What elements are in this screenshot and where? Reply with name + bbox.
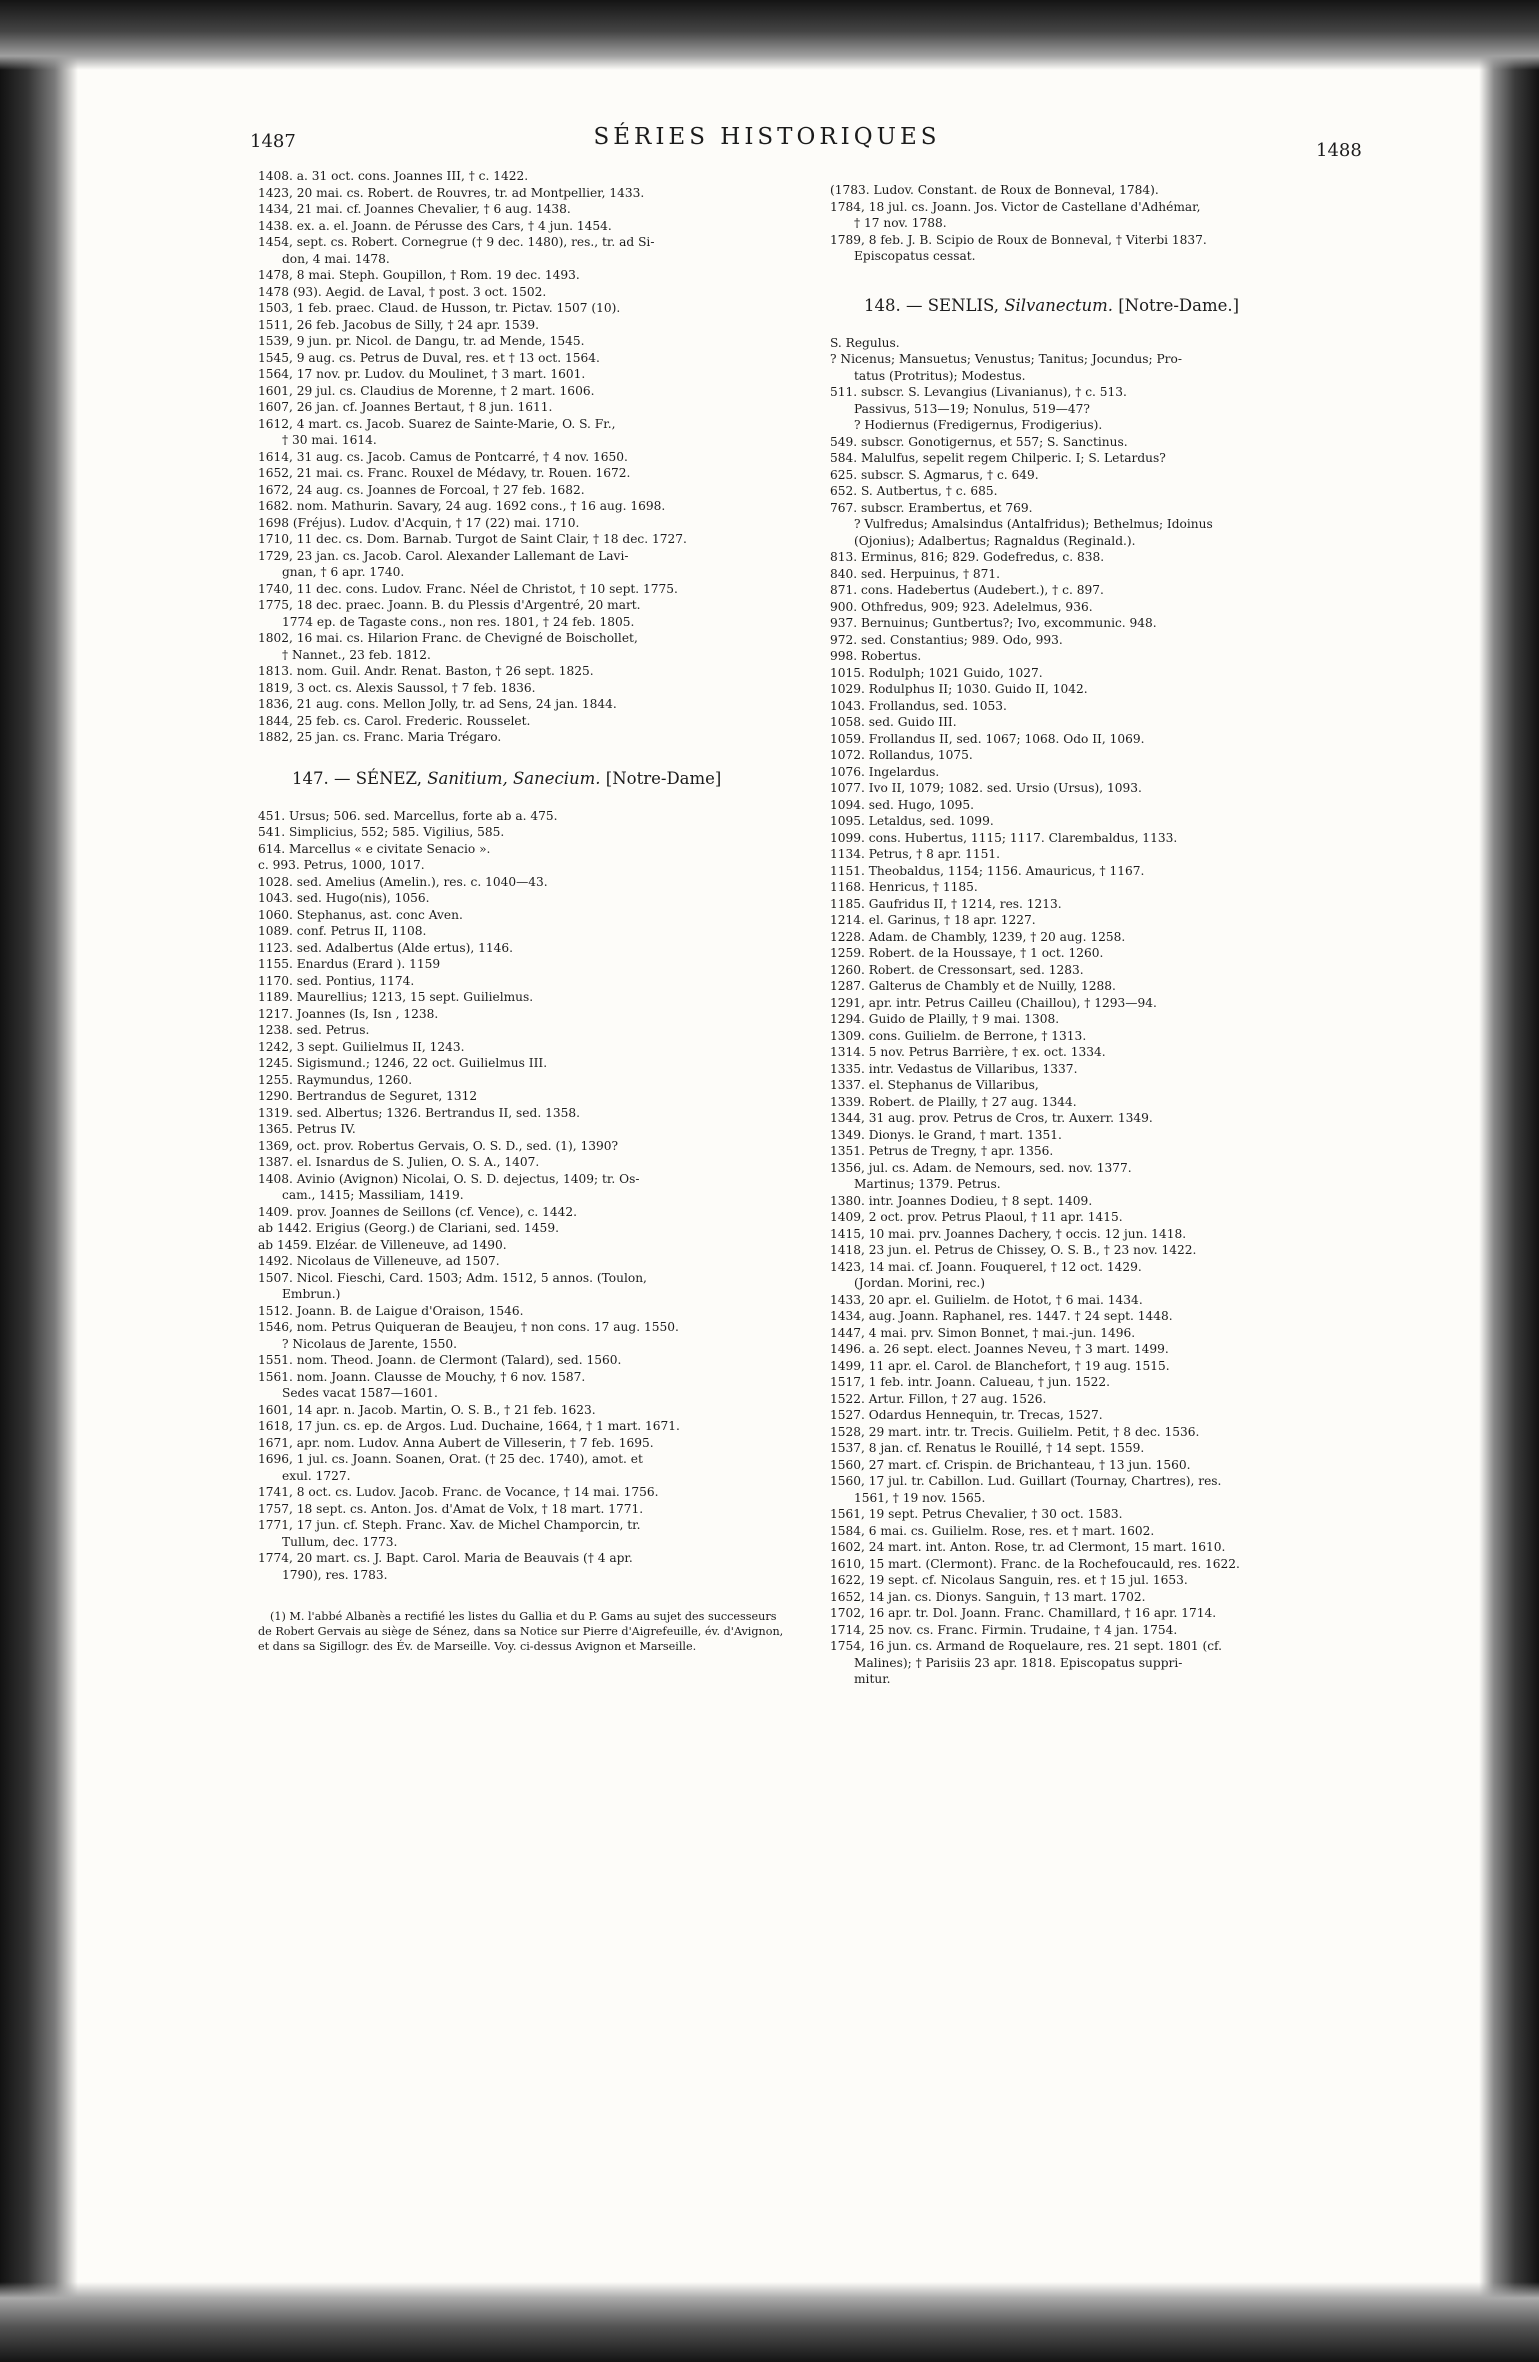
senlis-bishop-list xyxy=(830,335,1350,1688)
list-entry: 1527. Odardus Hennequin, tr. Trecas, 1527. xyxy=(830,1408,1103,1422)
list-entry: 840. sed. Herpuinus, † 871. xyxy=(830,566,1001,581)
list-entry: 1622, 19 sept. cf. Nicolaus Sanguin, res. et † 15 jul. 1653. xyxy=(830,1573,1188,1587)
section-number: 147. — SÉNEZ, xyxy=(292,768,422,788)
list-entry: 1351. Petrus de Tregny, † apr. 1356. xyxy=(830,1144,1054,1158)
list-entry: 1882, 25 jan. cs. Franc. Maria Trégaro. xyxy=(258,730,502,744)
list-entry: 1170. sed. Pontius, 1174. xyxy=(258,973,415,988)
list-entry: 1584, 6 mai. cs. Guilielm. Rose, res. et † mart. 1602. xyxy=(830,1523,1155,1538)
scan-border-right xyxy=(1479,0,1539,2362)
list-entry: 1564, 17 nov. pr. Ludov. du Moulinet, † 3 mart. 1601. xyxy=(258,367,586,381)
list-entry: 1672, 24 aug. cs. Joannes de Forcoal, † 27 feb. 1682. xyxy=(258,482,585,497)
list-entry: 1314. 5 nov. Petrus Barrière, † ex. oct. 1334. xyxy=(830,1045,1106,1059)
list-entry: S. Regulus. xyxy=(830,335,900,350)
list-entry: 1309. cons. Guilielm. de Berrone, † 1313. xyxy=(830,1028,1087,1043)
list-entry: 1507. Nicol. Fieschi, Card. 1503; Adm. 1512, 5 annos. (Toulon, xyxy=(258,1270,647,1285)
running-head-title: SÉRIES HISTORIQUES xyxy=(593,124,941,150)
list-entry: 1607, 26 jan. cf. Joannes Bertaut, † 8 jun. 1611. xyxy=(258,400,553,414)
list-entry: ab 1442. Erigius (Georg.) de Clariani, sed. 1459. xyxy=(258,1221,559,1235)
list-entry: 1560, 17 jul. tr. Cabillon. Lud. Guillart (Tournay, Chartres), res. xyxy=(830,1474,1222,1488)
list-entry: (1783. Ludov. Constant. de Roux de Bonneval, 1784). xyxy=(830,183,1159,197)
list-entry: 1774 ep. de Tagaste cons., non res. 1801, † 24 feb. 1805. xyxy=(282,614,635,629)
list-entry: 1418, 23 jun. el. Petrus de Chissey, O. S. B., † 23 nov. 1422. xyxy=(830,1243,1197,1257)
list-entry: 549. subscr. Gonotigernus, et 557; S. Sanctinus. xyxy=(830,434,1128,449)
list-entry: 1844, 25 feb. cs. Carol. Frederic. Rousselet. xyxy=(258,713,531,728)
list-entry: 1561. nom. Joann. Clausse de Mouchy, † 6 nov. 1587. xyxy=(258,1369,586,1384)
list-entry: 1671, apr. nom. Ludov. Anna Aubert de Villeserin, † 7 feb. 1695. xyxy=(258,1435,654,1450)
list-entry: 1740, 11 dec. cons. Ludov. Franc. Néel de Christot, † 10 sept. 1775. xyxy=(258,581,678,596)
list-entry: 1560, 27 mart. cf. Crispin. de Brichanteau, † 13 jun. 1560. xyxy=(830,1457,1191,1472)
list-entry: 1423, 14 mai. cf. Joann. Fouquerel, † 12 oct. 1429. xyxy=(830,1259,1142,1274)
section-latin-name: Sanitium, Sanecium. xyxy=(427,768,601,788)
list-entry: 1099. cons. Hubertus, 1115; 1117. Clarembaldus, 1133. xyxy=(830,830,1178,845)
list-entry: 1710, 11 dec. cs. Dom. Barnab. Turgot de Saint Clair, † 18 dec. 1727. xyxy=(258,532,687,546)
list-entry: 1260. Robert. de Cressonsart, sed. 1283. xyxy=(830,962,1084,977)
list-entry: 1714, 25 nov. cs. Franc. Firmin. Trudaine, † 4 jan. 1754. xyxy=(830,1622,1178,1637)
section-heading-147 xyxy=(292,768,778,790)
list-entry: 1060. Stephanus, ast. conc Aven. xyxy=(258,907,463,922)
list-entry: ? Nicolaus de Jarente, 1550. xyxy=(282,1336,457,1351)
list-entry: 1790), res. 1783. xyxy=(282,1567,388,1582)
list-entry: 1729, 23 jan. cs. Jacob. Carol. Alexander Lallemant de Lavi- xyxy=(258,548,629,563)
list-entry: Passivus, 513—19; Nonulus, 519—47? xyxy=(854,401,1090,416)
list-entry: 1836, 21 aug. cons. Mellon Jolly, tr. ad Sens, 24 jan. 1844. xyxy=(258,697,617,711)
footnote: (1) M. l'abbé Albanès a rectifié les listes du Gallia et du P. Gams au sujet des successeurs de Robert Gervais au siège de Sénez, dans sa Notice sur Pierre d'Aigrefeuille, év. d'Avignon, et dans sa Sigillogr. des Év. de Marseille. Voy. ci-dessus Avignon et Marseille. xyxy=(258,1610,784,1653)
list-entry: cam., 1415; Massiliam, 1419. xyxy=(282,1188,464,1202)
senez-continuation-list xyxy=(830,182,1350,265)
list-entry: 972. sed. Constantius; 989. Odo, 993. xyxy=(830,632,1063,647)
list-entry: 900. Othfredus, 909; 923. Adelelmus, 936. xyxy=(830,599,1093,614)
list-entry: 1189. Maurellius; 1213, 15 sept. Guilielmus. xyxy=(258,990,534,1004)
list-entry: 1775, 18 dec. praec. Joann. B. du Plessis d'Argentré, 20 mart. xyxy=(258,598,641,612)
list-entry: 1415, 10 mai. prv. Joannes Dachery, † occis. 12 jun. 1418. xyxy=(830,1226,1187,1241)
list-entry: 1094. sed. Hugo, 1095. xyxy=(830,797,975,812)
list-entry: gnan, † 6 apr. 1740. xyxy=(282,565,405,579)
list-entry: 1754, 16 jun. cs. Armand de Roquelaure, res. 21 sept. 1801 (cf. xyxy=(830,1639,1222,1653)
list-entry: c. 993. Petrus, 1000, 1017. xyxy=(258,858,425,872)
list-entry: 1802, 16 mai. cs. Hilarion Franc. de Chevigné de Boischollet, xyxy=(258,631,638,645)
list-entry: 1134. Petrus, † 8 apr. 1151. xyxy=(830,847,1000,861)
section-heading-148 xyxy=(864,295,1350,317)
list-entry: 1434, aug. Joann. Raphanel, res. 1447. † 24 sept. 1448. xyxy=(830,1309,1173,1323)
list-entry: 1291, apr. intr. Petrus Cailleu (Chaillou), † 1293—94. xyxy=(830,995,1157,1010)
list-entry: 1602, 24 mart. int. Anton. Rose, tr. ad Clermont, 15 mart. 1610. xyxy=(830,1540,1226,1554)
list-entry: 1478, 8 mai. Steph. Goupillon, † Rom. 19 dec. 1493. xyxy=(258,268,580,282)
list-entry: tatus (Protritus); Modestus. xyxy=(854,368,1026,383)
list-entry: 1245. Sigismund.; 1246, 22 oct. Guilielmus III. xyxy=(258,1056,548,1070)
list-entry: 652. S. Autbertus, † c. 685. xyxy=(830,484,998,498)
list-entry: ? Vulfredus; Amalsindus (Antalfridus); Bethelmus; Idoinus xyxy=(854,517,1213,531)
list-entry: Embrun.) xyxy=(282,1287,341,1301)
list-entry: 1408. Avinio (Avignon) Nicolai, O. S. D. dejectus, 1409; tr. Os- xyxy=(258,1171,640,1186)
list-entry: 1561, 19 sept. Petrus Chevalier, † 30 oct. 1583. xyxy=(830,1507,1123,1521)
section-latin-name: Silvanectum. xyxy=(1004,295,1113,315)
list-entry: 1029. Rodulphus II; 1030. Guido II, 1042. xyxy=(830,682,1088,696)
list-entry: 813. Erminus, 816; 829. Godefredus, c. 838. xyxy=(830,550,1105,564)
list-entry: 1290. Bertrandus de Seguret, 1312 xyxy=(258,1089,478,1103)
list-entry: 1349. Dionys. le Grand, † mart. 1351. xyxy=(830,1127,1062,1142)
list-entry: 614. Marcellus « e civitate Senacio ». xyxy=(258,841,491,856)
list-entry: 1784, 18 jul. cs. Joann. Jos. Victor de Castellane d'Adhémar, xyxy=(830,199,1201,214)
list-entry: 1155. Enardus (Erard ). 1159 xyxy=(258,957,441,971)
list-entry: 1492. Nicolaus de Villeneuve, ad 1507. xyxy=(258,1254,500,1268)
list-entry: 1408. a. 31 oct. cons. Joannes III, † c. 1422. xyxy=(258,169,529,183)
list-entry: 1614, 31 aug. cs. Jacob. Camus de Pontcarré, † 4 nov. 1650. xyxy=(258,449,628,464)
list-entry: 1528, 29 mart. intr. tr. Trecis. Guilielm. Petit, † 8 dec. 1536. xyxy=(830,1424,1200,1439)
right-column xyxy=(830,182,1350,1688)
list-entry: don, 4 mai. 1478. xyxy=(282,251,390,266)
list-entry: ? Nicenus; Mansuetus; Venustus; Tanitus; Jocundus; Pro- xyxy=(830,352,1182,366)
list-entry: 1095. Letaldus, sed. 1099. xyxy=(830,814,994,828)
list-entry: 1380. intr. Joannes Dodieu, † 8 sept. 1409. xyxy=(830,1193,1093,1208)
list-entry: 1813. nom. Guil. Andr. Renat. Baston, † 26 sept. 1825. xyxy=(258,664,594,678)
list-entry: ? Hodiernus (Fredigernus, Frodigerius). xyxy=(854,418,1103,432)
list-entry: 451. Ursus; 506. sed. Marcellus, forte ab a. 475. xyxy=(258,808,558,823)
list-entry: 1512. Joann. B. de Laigue d'Oraison, 1546. xyxy=(258,1303,524,1318)
list-entry: 1043. Frollandus, sed. 1053. xyxy=(830,698,1007,713)
page-number-left: 1487 xyxy=(250,131,296,152)
list-entry: 1499, 11 apr. el. Carol. de Blanchefort, † 19 aug. 1515. xyxy=(830,1358,1170,1373)
list-entry: 1702, 16 apr. tr. Dol. Joann. Franc. Chamillard, † 16 apr. 1714. xyxy=(830,1606,1217,1620)
list-entry: 1545, 9 aug. cs. Petrus de Duval, res. et † 13 oct. 1564. xyxy=(258,350,600,365)
scan-border-bottom xyxy=(0,2282,1539,2362)
list-entry: 1771, 17 jun. cf. Steph. Franc. Xav. de Michel Champorcin, tr. xyxy=(258,1518,641,1532)
list-entry: 1652, 14 jan. cs. Dionys. Sanguin, † 13 mart. 1702. xyxy=(830,1589,1146,1604)
section-number: 148. — SENLIS, xyxy=(864,295,999,315)
list-entry: 1447, 4 mai. prv. Simon Bonnet, † mai.-jun. 1496. xyxy=(830,1325,1136,1340)
list-entry: 1255. Raymundus, 1260. xyxy=(258,1072,413,1087)
list-entry: 1434, 21 mai. cf. Joannes Chevalier, † 6 aug. 1438. xyxy=(258,202,571,216)
list-entry: 541. Simplicius, 552; 585. Vigilius, 585. xyxy=(258,825,505,839)
list-entry: 1696, 1 jul. cs. Joann. Soanen, Orat. († 25 dec. 1740), amot. et xyxy=(258,1452,643,1466)
list-entry: ab 1459. Elzéar. de Villeneuve, ad 1490. xyxy=(258,1237,507,1252)
list-entry: 1789, 8 feb. J. B. Scipio de Roux de Bonneval, † Viterbi 1837. xyxy=(830,232,1207,247)
list-entry: 1072. Rollandus, 1075. xyxy=(830,748,973,762)
list-entry: 998. Robertus. xyxy=(830,649,922,663)
list-entry: 1335. intr. Vedastus de Villaribus, 1337. xyxy=(830,1061,1078,1076)
list-entry: 1618, 17 jun. cs. ep. de Argos. Lud. Duchaine, 1664, † 1 mart. 1671. xyxy=(258,1419,680,1433)
list-entry: 1365. Petrus IV. xyxy=(258,1122,356,1136)
scan-border-top xyxy=(0,0,1539,70)
list-entry: 1511, 26 feb. Jacobus de Silly, † 24 apr. 1539. xyxy=(258,317,539,332)
list-entry: 1015. Rodulph; 1021 Guido, 1027. xyxy=(830,665,1043,680)
list-entry: 1356, jul. cs. Adam. de Nemours, sed. nov. 1377. xyxy=(830,1160,1132,1175)
list-entry: Sedes vacat 1587—1601. xyxy=(282,1386,438,1400)
list-entry: † Nannet., 23 feb. 1812. xyxy=(282,647,431,662)
list-entry: 1757, 18 sept. cs. Anton. Jos. d'Amat de Volx, † 18 mart. 1771. xyxy=(258,1501,644,1516)
list-entry: † 17 nov. 1788. xyxy=(854,216,947,230)
list-entry: 937. Bernuinus; Guntbertus?; Ivo, excommunic. 948. xyxy=(830,616,1157,630)
scan-border-left xyxy=(0,0,78,2362)
list-entry: 1517, 1 feb. intr. Joann. Calueau, † jun. 1522. xyxy=(830,1375,1110,1389)
section-dedication: [Notre-Dame] xyxy=(605,768,722,788)
list-entry: 1242, 3 sept. Guilielmus II, 1243. xyxy=(258,1039,465,1054)
list-entry: 1551. nom. Theod. Joann. de Clermont (Talard), sed. 1560. xyxy=(258,1353,622,1367)
list-entry: 584. Malulfus, sepelit regem Chilperic. I; S. Letardus? xyxy=(830,451,1166,465)
list-entry: 1089. conf. Petrus II, 1108. xyxy=(258,924,427,938)
list-entry: 1151. Theobaldus, 1154; 1156. Amauricus, † 1167. xyxy=(830,863,1145,878)
list-entry: 1217. Joannes (Is, Isn , 1238. xyxy=(258,1006,439,1021)
list-entry: 1612, 4 mart. cs. Jacob. Suarez de Sainte-Marie, O. S. Fr., xyxy=(258,416,616,431)
list-entry: 1522. Artur. Fillon, † 27 aug. 1526. xyxy=(830,1391,1047,1406)
list-entry: 1214. el. Garinus, † 18 apr. 1227. xyxy=(830,913,1036,927)
list-entry: 871. cons. Hadebertus (Audebert.), † c. 897. xyxy=(830,583,1104,597)
list-entry: 1077. Ivo II, 1079; 1082. sed. Ursio (Ursus), 1093. xyxy=(830,781,1142,795)
list-entry: 1561, † 19 nov. 1565. xyxy=(854,1490,986,1505)
list-entry: Episcopatus cessat. xyxy=(854,249,976,263)
list-entry: 1344, 31 aug. prov. Petrus de Cros, tr. Auxerr. 1349. xyxy=(830,1111,1153,1125)
list-entry: 1337. el. Stephanus de Villaribus, xyxy=(830,1078,1039,1092)
list-entry: 1601, 29 jul. cs. Claudius de Morenne, † 2 mart. 1606. xyxy=(258,383,595,398)
list-entry: 1478 (93). Aegid. de Laval, † post. 3 oct. 1502. xyxy=(258,284,547,299)
list-entry: 1028. sed. Amelius (Amelin.), res. c. 1040—43. xyxy=(258,874,548,889)
list-entry: 1741, 8 oct. cs. Ludov. Jacob. Franc. de Vocance, † 14 mai. 1756. xyxy=(258,1485,659,1499)
list-entry: (Jordan. Morini, rec.) xyxy=(854,1276,985,1290)
list-entry: Martinus; 1379. Petrus. xyxy=(854,1177,1001,1191)
list-entry: 1610, 15 mart. (Clermont). Franc. de la Rochefoucauld, res. 1622. xyxy=(830,1556,1240,1571)
list-entry: 1546, nom. Petrus Quiqueran de Beaujeu, † non cons. 17 aug. 1550. xyxy=(258,1320,679,1334)
list-entry: 1259. Robert. de la Houssaye, † 1 oct. 1260. xyxy=(830,946,1104,960)
list-entry: 1819, 3 oct. cs. Alexis Saussol, † 7 feb. 1836. xyxy=(258,680,536,695)
list-entry: 1287. Galterus de Chambly et de Nuilly, 1288. xyxy=(830,979,1116,993)
list-entry: 1698 (Fréjus). Ludov. d'Acquin, † 17 (22) mai. 1710. xyxy=(258,515,580,530)
senez-prev-list xyxy=(258,168,778,746)
list-entry: 1387. el. Isnardus de S. Julien, O. S. A., 1407. xyxy=(258,1155,540,1169)
list-entry: 1339. Robert. de Plailly, † 27 aug. 1344. xyxy=(830,1094,1077,1109)
list-entry: 1537, 8 jan. cf. Renatus le Rouillé, † 14 sept. 1559. xyxy=(830,1441,1145,1455)
list-entry: 1369, oct. prov. Robertus Gervais, O. S. D., sed. (1), 1390? xyxy=(258,1138,619,1153)
list-entry: 1774, 20 mart. cs. J. Bapt. Carol. Maria de Beauvais († 4 apr. xyxy=(258,1551,633,1565)
list-entry: 1043. sed. Hugo(nis), 1056. xyxy=(258,891,430,905)
list-entry: 1539, 9 jun. pr. Nicol. de Dangu, tr. ad Mende, 1545. xyxy=(258,334,585,348)
section-dedication: [Notre-Dame.] xyxy=(1118,295,1240,315)
list-entry: Malines); † Parisiis 23 apr. 1818. Episcopatus suppri- xyxy=(854,1655,1183,1670)
list-entry: 1409. prov. Joannes de Seillons (cf. Vence), c. 1442. xyxy=(258,1204,578,1219)
list-entry: 1238. sed. Petrus. xyxy=(258,1023,370,1037)
list-entry: 1682. nom. Mathurin. Savary, 24 aug. 1692 cons., † 16 aug. 1698. xyxy=(258,499,666,513)
list-entry: 1409, 2 oct. prov. Petrus Plaoul, † 11 apr. 1415. xyxy=(830,1210,1123,1224)
list-entry: 1076. Ingelardus. xyxy=(830,764,940,779)
list-entry: 1454, sept. cs. Robert. Cornegrue († 9 dec. 1480), res., tr. ad Si- xyxy=(258,235,655,249)
list-entry: 1503, 1 feb. praec. Claud. de Husson, tr. Pictav. 1507 (10). xyxy=(258,301,621,315)
list-entry: exul. 1727. xyxy=(282,1468,351,1483)
list-entry: 1496. a. 26 sept. elect. Joannes Neveu, † 3 mart. 1499. xyxy=(830,1342,1169,1356)
list-entry: 1423, 20 mai. cs. Robert. de Rouvres, tr. ad Montpellier, 1433. xyxy=(258,185,645,200)
page-number-right: 1488 xyxy=(1316,140,1362,161)
list-entry: 1601, 14 apr. n. Jacob. Martin, O. S. B., † 21 feb. 1623. xyxy=(258,1402,596,1417)
list-entry: 1433, 20 apr. el. Guilielm. de Hotot, † 6 mai. 1434. xyxy=(830,1292,1143,1307)
list-entry: 625. subscr. S. Agmarus, † c. 649. xyxy=(830,467,1039,482)
list-entry: 1059. Frollandus II, sed. 1067; 1068. Odo II, 1069. xyxy=(830,731,1145,746)
senez-bishop-list xyxy=(258,808,778,1584)
list-entry: 1319. sed. Albertus; 1326. Bertrandus II, sed. 1358. xyxy=(258,1105,580,1120)
list-entry: 1058. sed. Guido III. xyxy=(830,715,957,729)
list-entry: Tullum, dec. 1773. xyxy=(282,1534,398,1549)
list-entry: 1438. ex. a. el. Joann. de Pérusse des Cars, † 4 jun. 1454. xyxy=(258,218,612,233)
list-entry: 1185. Gaufridus II, † 1214, res. 1213. xyxy=(830,896,1062,911)
list-entry: 1228. Adam. de Chambly, 1239, † 20 aug. 1258. xyxy=(830,929,1126,944)
list-entry: 1294. Guido de Plailly, † 9 mai. 1308. xyxy=(830,1012,1060,1026)
list-entry: mitur. xyxy=(854,1672,891,1686)
list-entry: 1123. sed. Adalbertus (Alde ertus), 1146. xyxy=(258,940,514,955)
list-entry: † 30 mai. 1614. xyxy=(282,433,377,447)
left-column xyxy=(258,168,784,1654)
list-entry: 1652, 21 mai. cs. Franc. Rouxel de Médavy, tr. Rouen. 1672. xyxy=(258,466,631,480)
list-entry: 767. subscr. Erambertus, et 769. xyxy=(830,500,1033,515)
list-entry: 511. subscr. S. Levangius (Livanianus), † c. 513. xyxy=(830,385,1127,399)
list-entry: 1168. Henricus, † 1185. xyxy=(830,880,978,894)
list-entry: (Ojonius); Adalbertus; Ragnaldus (Reginald.). xyxy=(854,533,1136,548)
